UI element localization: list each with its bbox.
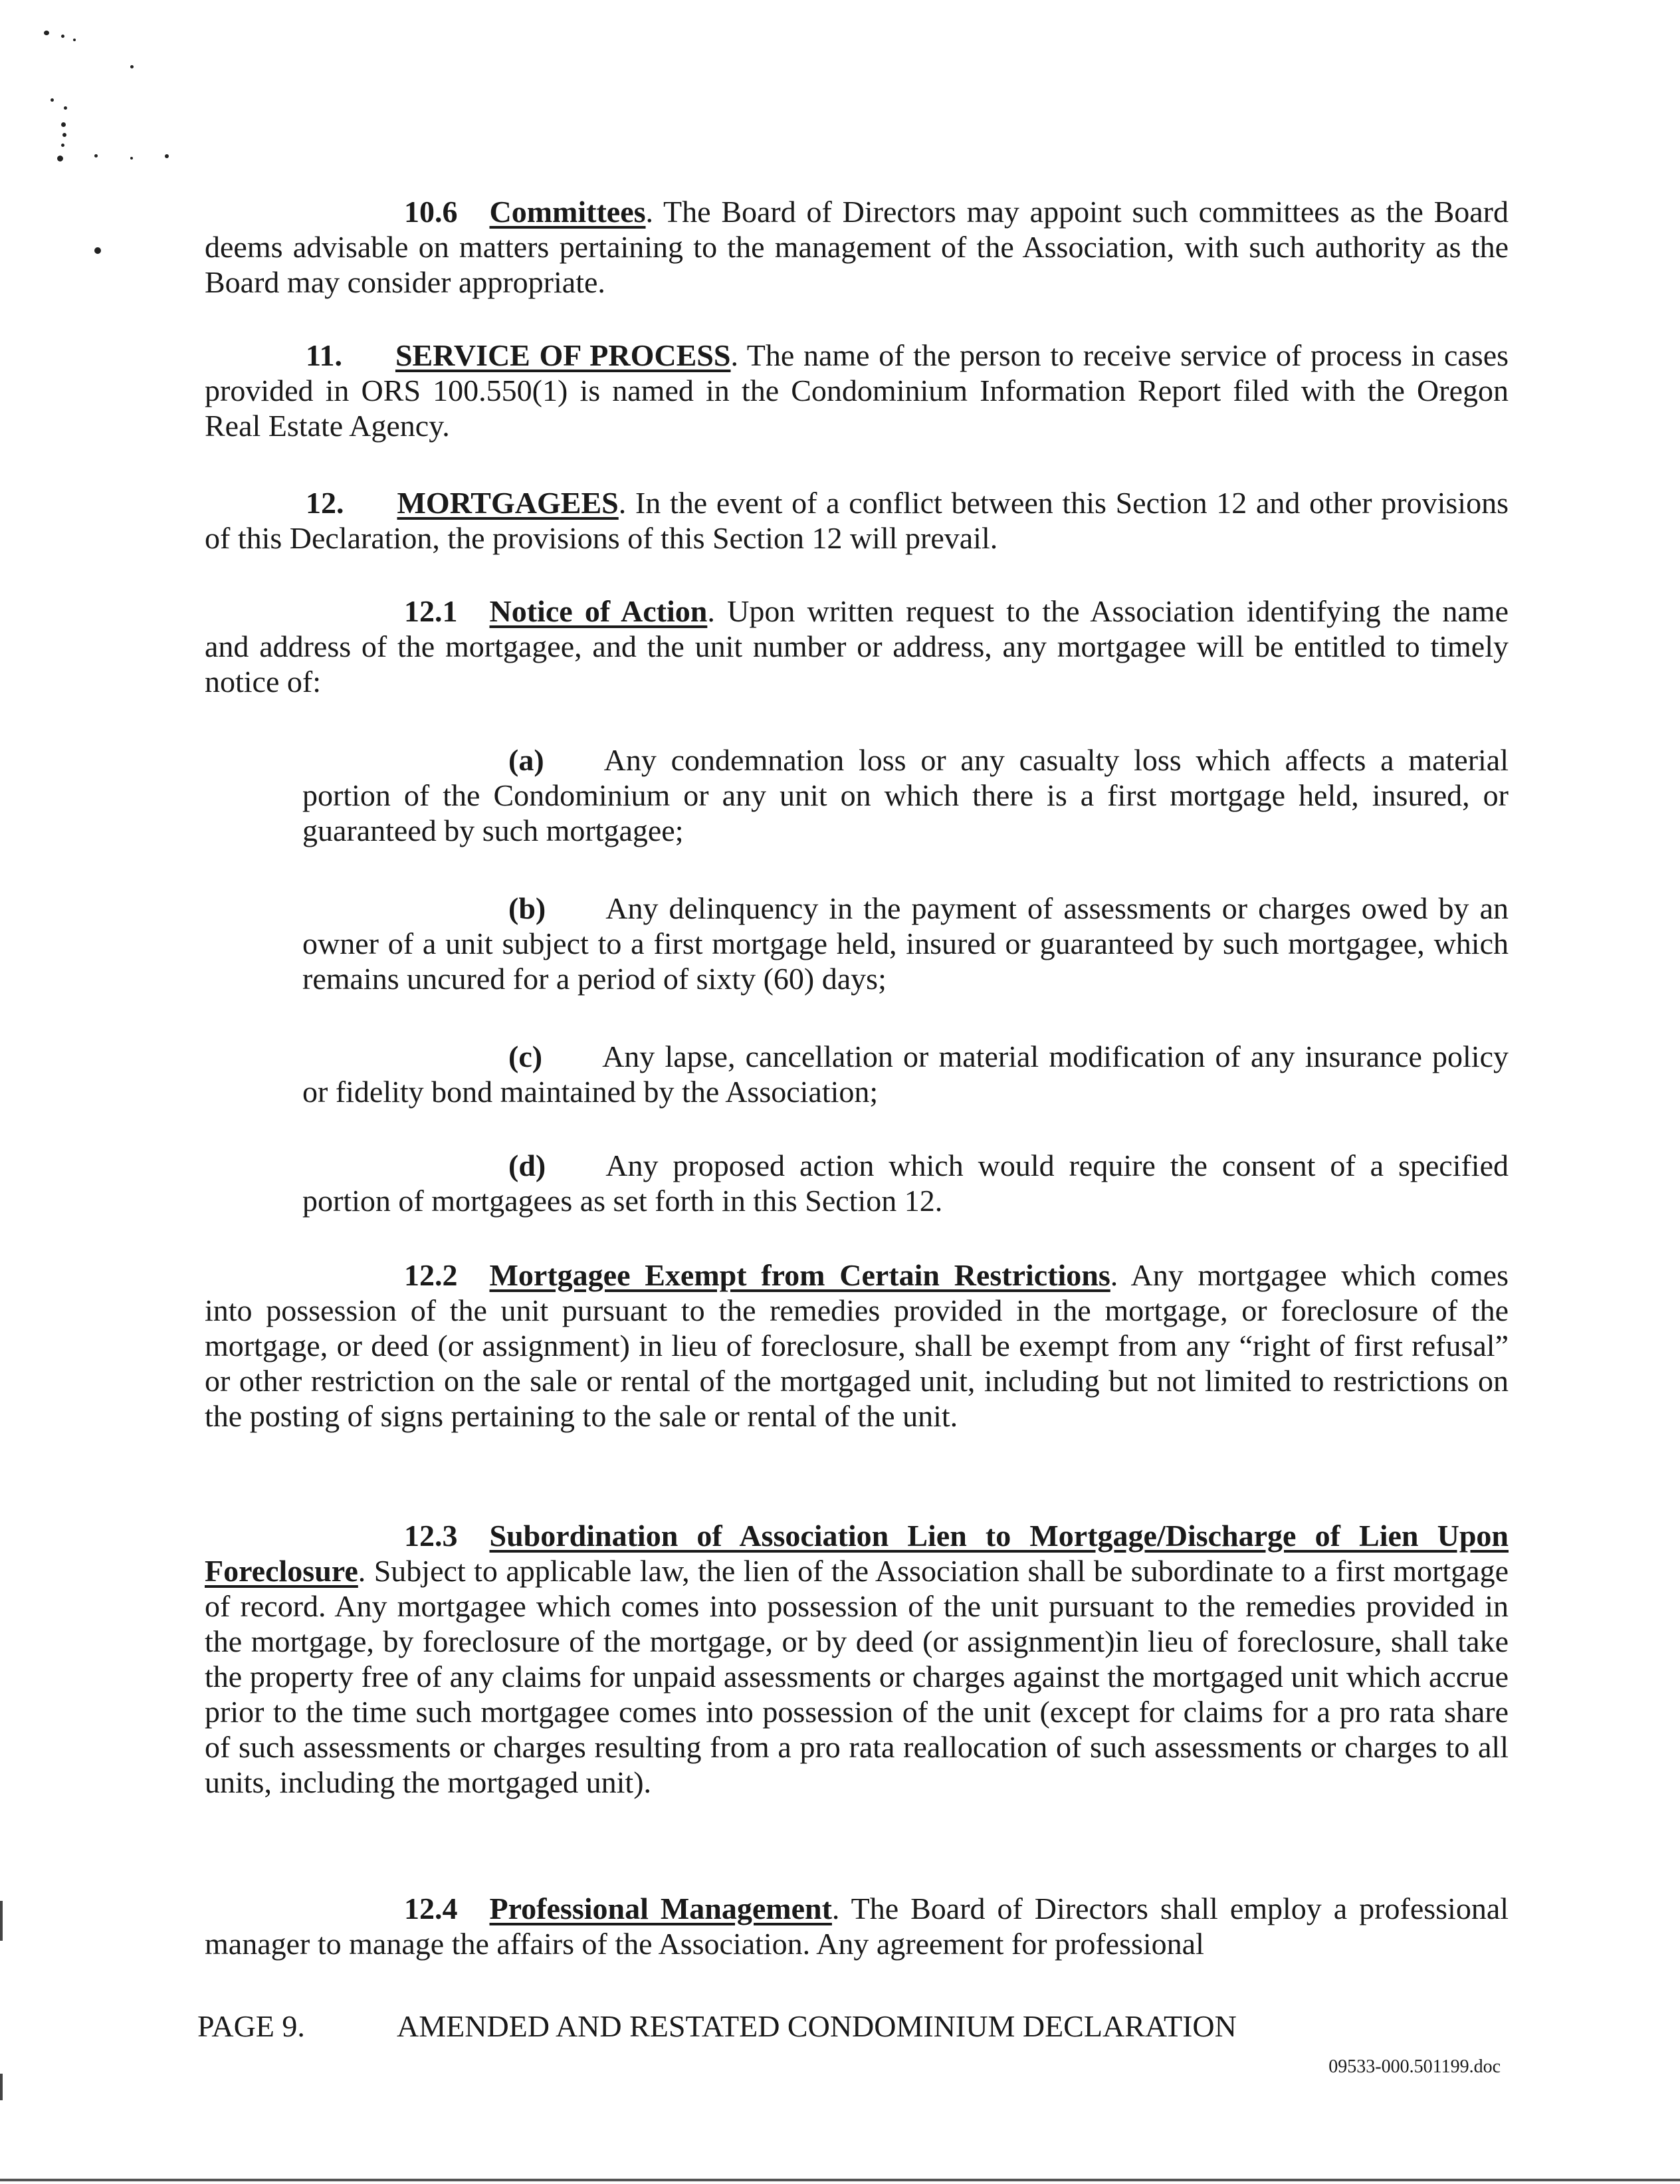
section-body: The name of the person to receive service of process in cases provided in ORS 100.550(1) is named in the Condominium Information Report filed with the Oregon Real Estate Agency. — [205, 338, 1509, 443]
section-heading: SERVICE OF PROCESS — [395, 338, 731, 372]
item-letter: (d) — [508, 1148, 546, 1182]
item-text: Any proposed action which would require the consent of a specified portion of mortgagees as set forth in this Section 12. — [302, 1148, 1509, 1218]
item-text: Any delinquency in the payment of assessments or charges owed by an owner of a unit subject to a first mortgage held, insured or guaranteed by such mortgagee, which remains uncured for a period of sixty (60) days; — [302, 891, 1509, 996]
notice-item-d — [302, 1148, 1509, 1218]
section-12-1: 12.1 Notice of Action. Upon written request to the Association identifying the name and address of the mortgagee, and the unit number or address, any mortgagee will be entitled to timely notice of: — [205, 594, 1509, 699]
margin-dot — [94, 247, 101, 254]
section-11: 11. SERVICE OF PROCESS. The name of the person to receive service of process in cases provided in ORS 100.550(1) is named in the Condominium Information Report filed with the Oregon Real Estate Agency. — [205, 338, 1509, 443]
section-number: 12.2 — [404, 1258, 458, 1292]
item-letter: (c) — [508, 1039, 543, 1073]
notice-item-c — [302, 1039, 1509, 1109]
section-heading: Mortgagee Exempt from Certain Restrictions — [489, 1258, 1110, 1292]
section-12-3: 12.3 Subordination of Association Lien to Mortgage/Discharge of Lien Upon Foreclosure. Subject to applicable law, the lien of the Association shall be subordinate to a first mortgage of record. Any mortgagee which comes into possession of the unit pursuant to the remedies provided in the mortgage, by foreclosure of the mortgage, or by deed (or assignment)in lieu of foreclosure, shall take the property free of any claims for unpaid assessments or charges against the mortgaged unit which accrue prior to the time such mortgagee comes into possession of the unit (except for claims for a pro rata share of such assessments or charges resulting from a pro rata reallocation of such assessments or charges to all units, including the mortgaged unit). — [205, 1519, 1509, 1799]
section-12: 12. MORTGAGEES. In the event of a conflict between this Section 12 and other provisions of this Declaration, the provisions of this Section 12 will prevail. — [205, 486, 1509, 555]
scan-bottom-edge — [0, 2179, 1680, 2181]
page-footer — [197, 2009, 1237, 2044]
section-12-4: 12.4 Professional Management. The Board of Directors shall employ a professional manager to manage the affairs of the Association. Any agreement for professional — [205, 1892, 1509, 1961]
item-letter: (a) — [508, 743, 544, 777]
section-heading: Subordination of Association Lien to Mortgage/Discharge of Lien Upon Foreclosure — [205, 1519, 1509, 1588]
document-title: AMENDED AND RESTATED CONDOMINIUM DECLARATION — [397, 2009, 1237, 2043]
section-number: 12.4 — [404, 1892, 458, 1925]
section-number: 10.6 — [404, 195, 458, 229]
page-number: PAGE 9. — [197, 2009, 305, 2043]
section-12-2: 12.2 Mortgagee Exempt from Certain Restrictions. Any mortgagee which comes into possession of the unit pursuant to the remedies provided in the mortgage, or foreclosure of the mortgage, or deed (or assignment) in lieu of foreclosure, shall be exempt from any “right of first refusal” or other restriction on the sale or rental of the mortgaged unit, including but not limited to restrictions on the posting of signs pertaining to the sale or rental of the unit. — [205, 1258, 1509, 1433]
section-heading: Committees — [489, 195, 646, 229]
section-heading: Professional Management — [489, 1892, 832, 1925]
notice-item-b — [302, 891, 1509, 996]
document-reference: 09533-000.501199.doc — [1328, 2056, 1501, 2077]
item-letter: (b) — [508, 891, 546, 925]
scan-edge-mark — [0, 1901, 3, 1941]
section-body: Any mortgagee which comes into possession of the unit pursuant to the remedies provided in the mortgage, or foreclosure of the mortgage, or deed (or assignment) in lieu of foreclosure, shall be exempt from any “right of first refusal” or other restriction on the sale or rental of the mortgaged unit, including but not limited to restrictions on the posting of signs pertaining to the sale or rental of the unit. — [205, 1258, 1509, 1433]
section-number: 12.3 — [404, 1519, 458, 1553]
item-text: Any condemnation loss or any casualty loss which affects a material portion of the Condominium or any unit on which there is a first mortgage held, insured, or guaranteed by such mortgagee; — [302, 743, 1509, 847]
section-number: 12. — [306, 486, 344, 520]
section-body: Upon written request to the Association identifying the name and address of the mortgagee, and the unit number or address, any mortgagee will be entitled to timely notice of: — [205, 594, 1509, 699]
section-body: In the event of a conflict between this Section 12 and other provisions of this Declaration, the provisions of this Section 12 will prevail. — [205, 486, 1509, 555]
section-heading: Notice of Action — [489, 594, 708, 628]
section-body: Subject to applicable law, the lien of the Association shall be subordinate to a first mortgage of record. Any mortgagee which comes into possession of the unit pursuant to the remedies provided in the mortgage, by foreclosure of the mortgage, or by deed (or assignment)in lieu of foreclosure, shall take the property free of any claims for unpaid assessments or charges against the mortgaged unit which accrue prior to the time such mortgagee comes into possession of the unit (except for claims for a pro rata share of such assessments or charges resulting from a pro rata reallocation of such assessments or charges to all units, including the mortgaged unit). — [205, 1554, 1509, 1799]
section-body: The Board of Directors shall employ a professional manager to manage the affairs of the Association. Any agreement for professional — [205, 1892, 1509, 1961]
section-heading: MORTGAGEES — [397, 486, 619, 520]
section-number: 11. — [306, 338, 342, 372]
section-body: The Board of Directors may appoint such committees as the Board deems advisable on matters pertaining to the management of the Association, with such authority as the Board may consider appropriate. — [205, 195, 1509, 299]
notice-item-a — [302, 742, 1509, 848]
scan-edge-mark — [0, 2074, 3, 2100]
section-10-6: 10.6 Committees. The Board of Directors may appoint such committees as the Board deems advisable on matters pertaining to the management of the Association, with such authority as the Board may consider appropriate. — [205, 195, 1509, 299]
item-text: Any lapse, cancellation or material modification of any insurance policy or fidelity bond maintained by the Association; — [302, 1039, 1509, 1109]
section-number: 12.1 — [404, 594, 458, 628]
